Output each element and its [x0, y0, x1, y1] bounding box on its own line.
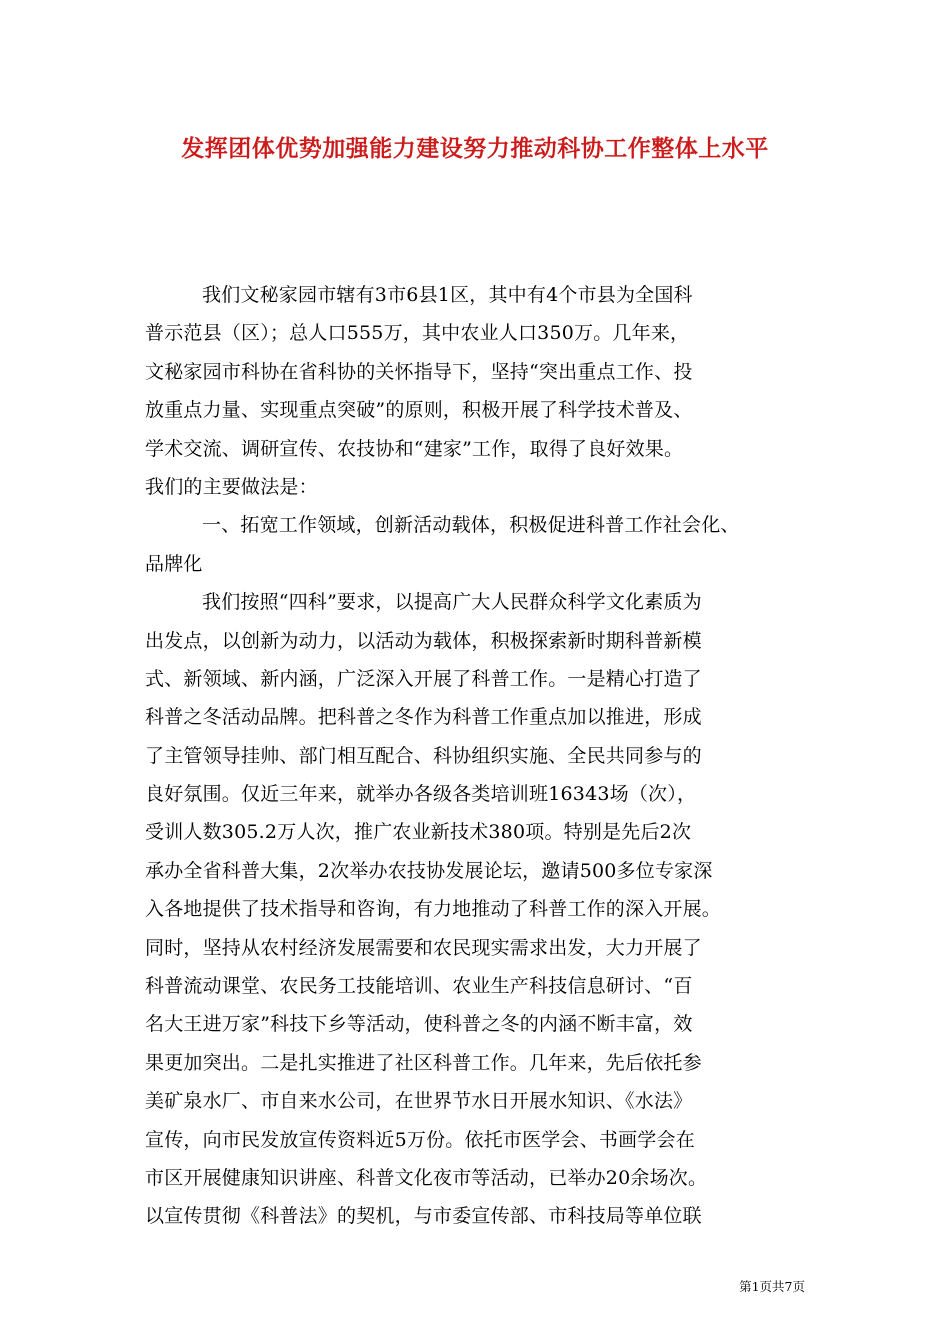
document-title: 发挥团体优势加强能力建设努力推动科协工作整体上水平	[181, 135, 769, 162]
paragraph-line: 了主管领导挂帅、部门相互配合、科协组织实施、全民共同参与的	[145, 744, 702, 767]
paragraph-line: 同时，坚持从农村经济发展需要和农民现实需求出发，大力开展了	[145, 936, 702, 959]
paragraph-line: 名大王进万家”科技下乡等活动，使科普之冬的内涵不断丰富，效	[145, 1013, 693, 1036]
paragraph-line: 入各地提供了技术指导和咨询，有力地推动了科普工作的深入开展。	[145, 898, 722, 921]
paragraph-line: 我们文秘家园市辖有3市6县1区，其中有4个市县为全国科	[202, 284, 693, 306]
paragraph-line: 科普流动课堂、农民务工技能培训、农业生产科技信息研讨、“百	[145, 975, 693, 998]
paragraph-line: 宣传，向市民发放宣传资料近5万份。依托市医学会、书画学会在	[145, 1128, 695, 1151]
paragraph-line: 放重点力量、实现重点突破”的原则，积极开展了科学技术普及、	[145, 399, 693, 422]
paragraph-line: 出发点，以创新为动力，以活动为载体，积极探索新时期科普新模	[145, 629, 702, 652]
document-body	[145, 276, 811, 1236]
paragraph-line: 以宣传贯彻《科普法》的契机，与市委宣传部、市科技局等单位联	[145, 1205, 702, 1228]
section-heading-line: 一、拓宽工作领域，创新活动载体，积极促进科普工作社会化、	[202, 514, 740, 537]
paragraph-line: 式、新领域、新内涵，广泛深入开展了科普工作。一是精心打造了	[145, 667, 702, 690]
paragraph-line: 学术交流、调研宣传、农技协和“建家”工作，取得了良好效果。	[145, 437, 684, 460]
paragraph-line: 良好氛围。仅近三年来，就举办各级各类培训班16343场（次），	[145, 783, 697, 806]
page-number-footer: 第1页共7页	[739, 1279, 805, 1294]
paragraph-line: 承办全省科普大集，2次举办农技协发展论坛，邀请500多位专家深	[145, 859, 713, 882]
paragraph-line: 果更加突出。二是扎实推进了社区科普工作。几年来，先后依托参	[145, 1051, 702, 1074]
paragraph-line: 普示范县（区）；总人口555万，其中农业人口350万。几年来，	[145, 322, 690, 345]
paragraph-line: 市区开展健康知识讲座、科普文化夜市等活动，已举办20余场次。	[145, 1166, 708, 1189]
paragraph-line: 科普之冬活动品牌。把科普之冬作为科普工作重点加以推进，形成	[145, 706, 702, 729]
section-heading-line: 品牌化	[145, 552, 203, 575]
paragraph-line: 文秘家园市科协在省科协的关怀指导下，坚持“突出重点工作、投	[145, 360, 693, 383]
paragraph-line: 受训人数305.2万人次，推广农业新技术380项。特别是先后2次	[145, 821, 692, 844]
paragraph-line: 我们的主要做法是：	[145, 475, 318, 498]
paragraph-line: 我们按照“四科”要求，以提高广大人民群众科学文化素质为	[202, 591, 702, 614]
paragraph-line: 美矿泉水厂、市自来水公司，在世界节水日开展水知识、《水法》	[145, 1090, 693, 1113]
